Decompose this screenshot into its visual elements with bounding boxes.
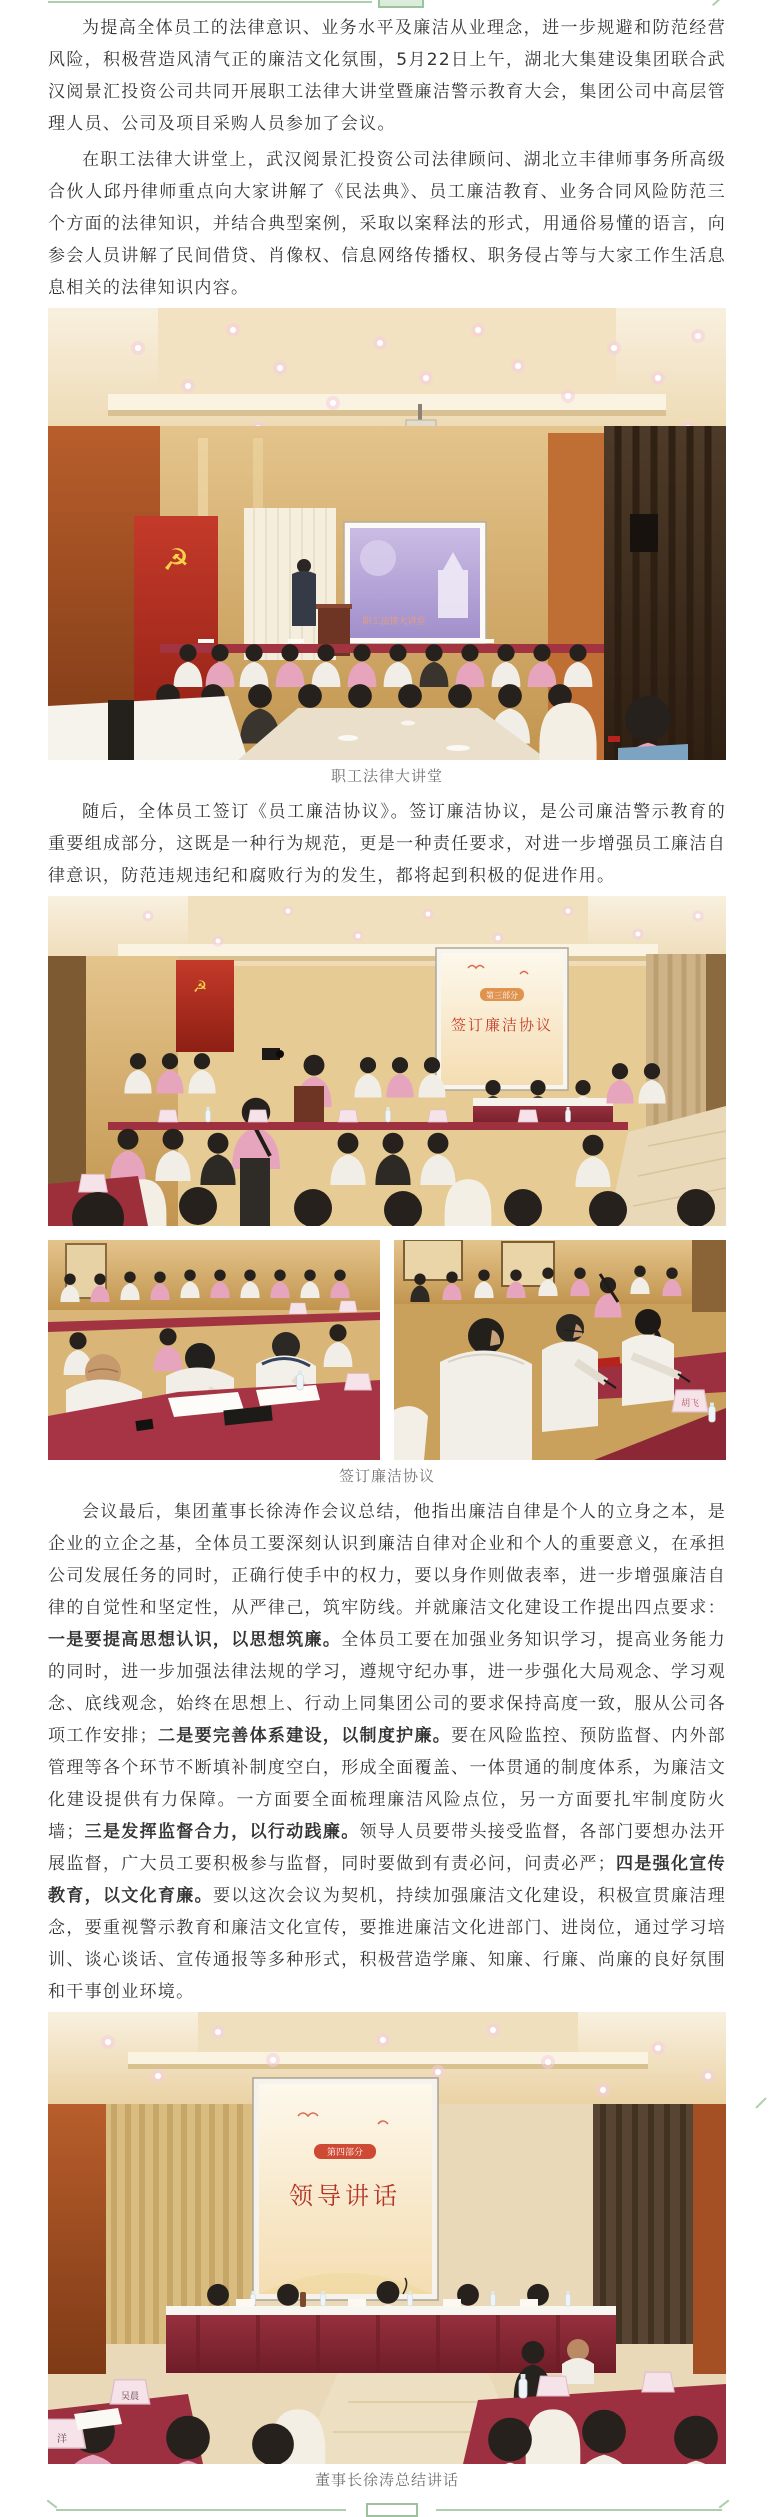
photo-lecture-hall[interactable] bbox=[48, 308, 726, 760]
photo-signing-right[interactable] bbox=[394, 1240, 726, 1460]
divider-tick bbox=[47, 2500, 58, 2509]
slide-label: 职工法律大讲堂 bbox=[362, 617, 426, 627]
photo-signing-left-image[interactable] bbox=[48, 1240, 380, 1460]
paragraph-signing: 随后，全体员工签订《员工廉洁协议》。签订廉洁协议，是公司廉洁警示教育的重要组成部分，这既是一种行为规范，更是一种责任要求，对进一步增强员工廉洁自律意识，防范违规违纪和腐败行为的发生，都将起到积极的促进作用。 bbox=[48, 802, 726, 886]
name-card-label: 吴晨 bbox=[120, 2392, 140, 2402]
section-divider-bottom bbox=[48, 2501, 726, 2517]
photo-caption-signing: 签订廉洁协议 bbox=[338, 1467, 435, 1485]
slide-title: 签订廉洁协议 bbox=[450, 1016, 554, 1034]
party-emblem-icon: ☭ bbox=[162, 543, 190, 578]
divider-rect-ornament bbox=[378, 0, 424, 8]
text-run-bold: 二是要完善体系建设，以制度护廉。 bbox=[157, 1726, 452, 1746]
paragraph-lecture: 在职工法律大讲堂上，武汉阅景汇投资公司法律顾问、湖北立丰律师事务所高级合伙人邱丹律师重点向大家讲解了《民法典》、员工廉洁教育、业务合同风险防范三个方面的法律知识，并结合典型案例，采取以案释法的形式，用通俗易懂的语言，向参会人员讲解了民间借贷、肖像权、信息网络传播权、职务侵占等与大家工作生活息息相关的法律知识内容。 bbox=[48, 150, 726, 298]
section-divider-top bbox=[48, 0, 726, 10]
photo-signing-left[interactable] bbox=[48, 1240, 380, 1460]
photo-lecture-hall-image[interactable] bbox=[48, 308, 726, 760]
party-emblem-icon: ☭ bbox=[192, 977, 208, 996]
slide-tag: 第三部分 bbox=[486, 991, 518, 1000]
divider-rect-ornament bbox=[366, 2503, 418, 2517]
photo-signing-wide[interactable] bbox=[48, 896, 726, 1226]
divider-tick bbox=[712, 0, 723, 6]
divider-line bbox=[436, 2509, 722, 2511]
text-run: 领导人员要带头接受监督，各部门要想办法开展监督，广大员工要积极参与监督，同时要做到有责必问，问责必严； bbox=[48, 1822, 727, 1874]
name-card-label: 胡飞 bbox=[680, 1399, 700, 1409]
photo-caption-lecture: 职工法律大讲堂 bbox=[330, 767, 443, 785]
divider-line bbox=[56, 2509, 346, 2511]
text-run: 全体员工要在加强业务知识学习，提高业务能力的同时，进一步加强法律法规的学习，遵规守纪办事，进一步强化大局观念、学习观念、底线观念，始终在思想上、行动上同集团公司的要求保持高度一致，服从公司各项工作安排； bbox=[48, 1630, 726, 1746]
photo-signing-wide-image[interactable] bbox=[48, 896, 726, 1226]
photo-chairman-speech-image[interactable] bbox=[48, 2012, 726, 2464]
slide-title: 领导讲话 bbox=[289, 2182, 401, 2210]
photo-signing-right-image[interactable] bbox=[394, 1240, 726, 1460]
text-run-bold: 四是强化宣传教育，以文化育廉。 bbox=[48, 1854, 726, 1906]
divider-line bbox=[48, 1, 372, 3]
text-run-bold: 三是发挥监督合力，以行动践廉。 bbox=[84, 1822, 360, 1842]
photo-caption-speech: 董事长徐涛总结讲话 bbox=[314, 2471, 459, 2489]
text-run: 要在风险监控、预防监督、内外部管理等各个环节不断填补制度空白，形成全面覆盖、一体贯通的制度体系，为廉洁文化建设提供有力保障。一方面要全面梳理廉洁风险点位，另一方面要扎牢制度防火墙； bbox=[48, 1726, 726, 1842]
photo-pair-row bbox=[48, 1238, 726, 1460]
text-run: 会议最后，集团董事长徐涛作会议总结，他指出廉洁自律是个人的立身之本，是企业的立企之基，全体员工要深刻认识到廉洁自律对企业和个人的重要意义，在承担公司发展任务的同时，正确行使手中的权力，要以身作则做表率，进一步增强廉洁自律的自觉性和坚定性，从严律己，筑牢防线。并就廉洁文化建设工作提出四点要求： bbox=[48, 1502, 726, 1618]
photo-chairman-speech[interactable] bbox=[48, 2012, 726, 2464]
text-run: 要以这次会议为契机，持续加强廉洁文化建设，积极宣贯廉洁理念，要重视警示教育和廉洁文化宣传，要推进廉洁文化进部门、进岗位，通过学习培训、谈心谈话、宣传通报等多种形式，积极营造学廉、知廉、行廉、尚廉的良好氛围和干事创业环境。 bbox=[48, 1886, 727, 2002]
name-card-label: 洋 bbox=[57, 2434, 67, 2445]
slide-tag: 第四部分 bbox=[326, 2148, 364, 2158]
text-run-bold: 一是要提高思想认识，以思想筑廉。 bbox=[48, 1630, 342, 1650]
divider-tick bbox=[719, 2500, 730, 2509]
paragraph-intro: 为提高全体员工的法律意识、业务水平及廉洁从业理念，进一步规避和防范经营风险，积极营造风清气正的廉洁文化氛围，5月22日上午，湖北大集建设集团联合武汉阅景汇投资公司共同开展职工法律大讲堂暨廉洁警示教育大会，集团公司中高层管理人员、公司及项目采购人员参加了会议。 bbox=[48, 18, 726, 134]
paragraph-summary bbox=[48, 1496, 726, 2008]
